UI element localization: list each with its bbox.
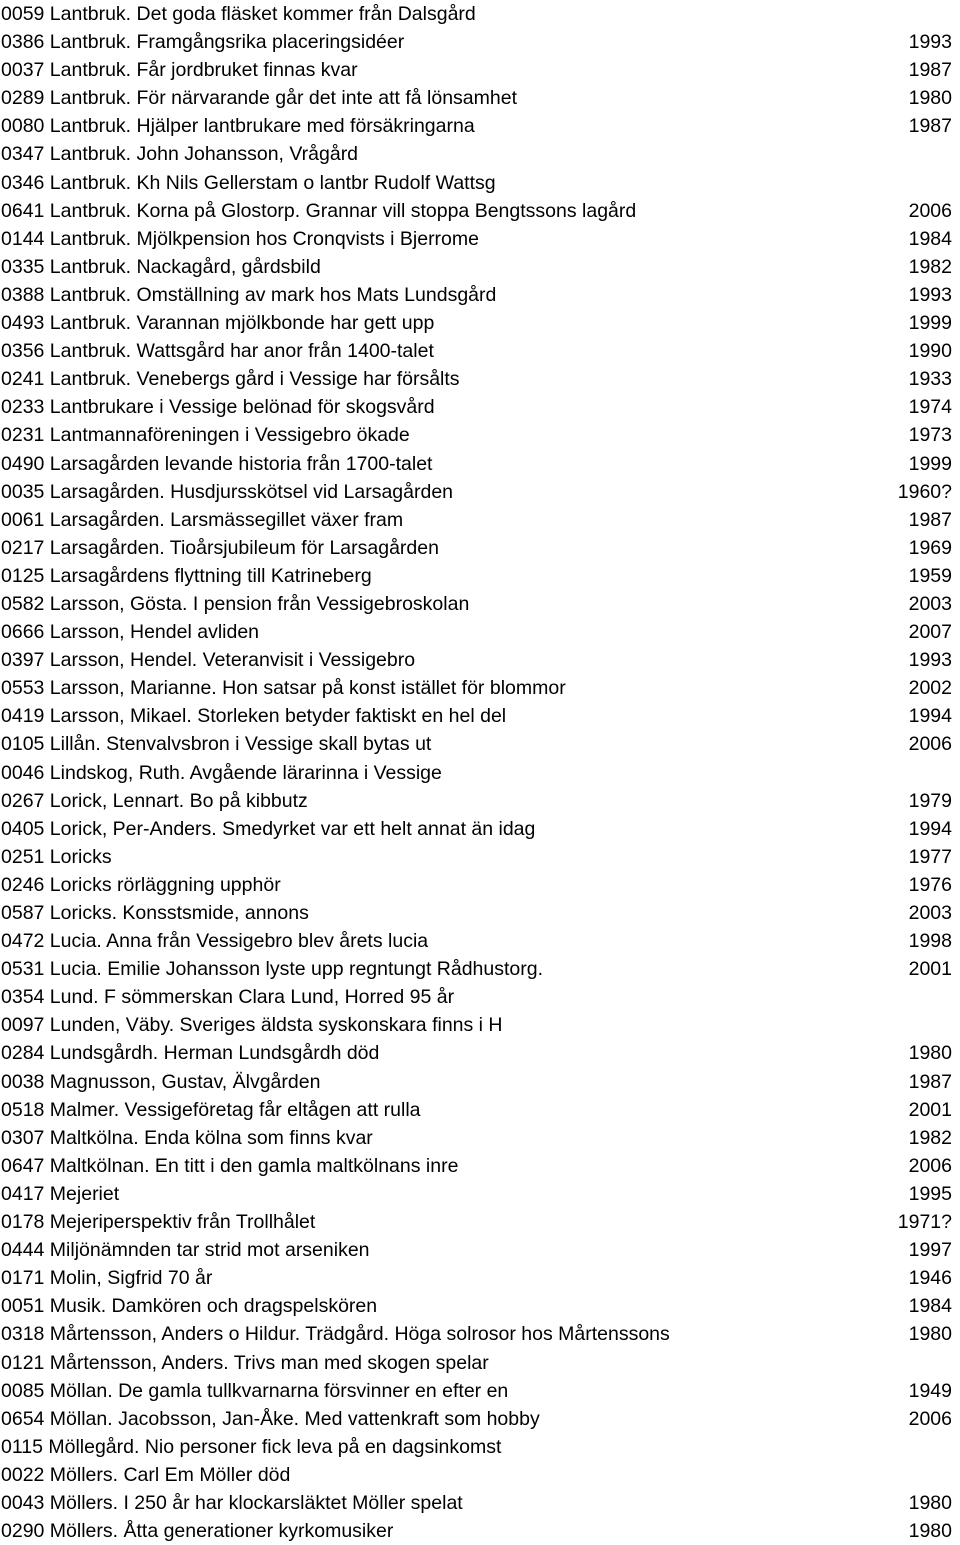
list-item: [0, 337, 960, 365]
entry-year: 2006: [908, 733, 952, 756]
list-item: [0, 1377, 960, 1405]
entry-title: 0346 Lantbruk. Kh Nils Gellerstam o lantbr Rudolf Wattsg: [1, 171, 496, 194]
entry-title: 0335 Lantbruk. Nackagård, gårdsbild: [1, 255, 321, 278]
list-item: [0, 871, 960, 899]
entry-title: 0038 Magnusson, Gustav, Älvgården: [1, 1070, 321, 1093]
list-item: [0, 590, 960, 618]
entry-title: 0347 Lantbruk. John Johansson, Vrågård: [1, 143, 359, 166]
list-item: [0, 84, 960, 112]
entry-year: 1973: [908, 424, 952, 447]
list-item: [0, 1236, 960, 1264]
entry-title: 0125 Larsagårdens flyttning till Katrineberg: [1, 564, 372, 587]
entry-title: 0171 Molin, Sigfrid 70 år: [1, 1267, 213, 1290]
entry-title: 0022 Möllers. Carl Em Möller död: [1, 1463, 291, 1486]
entry-title: 0251 Loricks: [1, 845, 112, 868]
entry-title: 0105 Lillån. Stenvalvsbron i Vessige skall bytas ut: [1, 733, 432, 756]
list-item: [0, 1208, 960, 1236]
list-item: [0, 1068, 960, 1096]
entry-title: 0582 Larsson, Gösta. I pension från Vessigebroskolan: [1, 592, 470, 615]
entry-year: 1993: [908, 283, 952, 306]
entry-year: 1933: [908, 368, 952, 391]
entry-year: 1980: [908, 1042, 952, 1065]
list-item: [0, 1039, 960, 1067]
entry-year: 2002: [908, 677, 952, 700]
entry-year: 1995: [908, 1182, 952, 1205]
list-item: [0, 983, 960, 1011]
entry-title: 0267 Lorick, Lennart. Bo på kibbutz: [1, 789, 308, 812]
list-item: [0, 927, 960, 955]
entry-year: 1993: [908, 649, 952, 672]
entry-title: 0035 Larsagården. Husdjursskötsel vid Larsagården: [1, 480, 454, 503]
list-item: [0, 843, 960, 871]
entry-year: 1987: [908, 59, 952, 82]
entry-title: 0241 Lantbruk. Venebergs gård i Vessige har försålts: [1, 368, 460, 391]
entry-year: 2006: [908, 199, 952, 222]
entry-title: 0097 Lunden, Väby. Sveriges äldsta syskonskara finns i H: [1, 1014, 503, 1037]
list-item: [0, 1180, 960, 1208]
entry-title: 0144 Lantbruk. Mjölkpension hos Cronqvists i Bjerrome: [1, 227, 479, 250]
entry-title: 0386 Lantbruk. Framgångsrika placeringsidéer: [1, 31, 405, 54]
list-item: [0, 1433, 960, 1461]
entry-title: 0231 Lantmannaföreningen i Vessigebro ökade: [1, 424, 410, 447]
list-item: [0, 393, 960, 421]
list-item: [0, 140, 960, 168]
entry-title: 0059 Lantbruk. Det goda fläsket kommer från Dalsgård: [1, 3, 476, 25]
entry-title: 0654 Möllan. Jacobsson, Jan-Åke. Med vattenkraft som hobby: [1, 1407, 540, 1430]
entry-title: 0472 Lucia. Anna från Vessigebro blev årets lucia: [1, 930, 429, 953]
list-item: [0, 730, 960, 758]
entry-year: 1971?: [897, 1211, 952, 1234]
entry-title: 0666 Larsson, Hendel avliden: [1, 621, 260, 644]
entry-year: 1998: [908, 930, 952, 953]
entry-year: 2006: [908, 1407, 952, 1430]
list-item: [0, 478, 960, 506]
list-item: [0, 618, 960, 646]
list-item: [0, 225, 960, 253]
list-item: [0, 253, 960, 281]
list-item: [0, 450, 960, 478]
entry-title: 0178 Mejeriperspektiv från Trollhålet: [1, 1211, 316, 1234]
entry-year: 1999: [908, 312, 952, 335]
entry-title: 0490 Larsagården levande historia från 1700-talet: [1, 452, 433, 475]
list-item: [0, 1292, 960, 1320]
entry-year: 1979: [908, 789, 952, 812]
entry-title: 0493 Lantbruk. Varannan mjölkbonde har gett upp: [1, 312, 435, 335]
list-item: [0, 787, 960, 815]
entry-year: 1987: [908, 115, 952, 138]
list-item: [0, 674, 960, 702]
list-item: [0, 56, 960, 84]
entry-year: 1993: [908, 31, 952, 54]
entry-year: 1980: [908, 1520, 952, 1543]
entry-title: 0417 Mejeriet: [1, 1182, 120, 1205]
list-item: [0, 702, 960, 730]
list-item: [0, 1349, 960, 1377]
entry-title: 0405 Lorick, Per-Anders. Smedyrket var ett helt annat än idag: [1, 817, 536, 840]
entry-year: 1959: [908, 564, 952, 587]
list-item: [0, 646, 960, 674]
entry-year: 1987: [908, 1070, 952, 1093]
list-item: [0, 1124, 960, 1152]
entry-year: 1997: [908, 1239, 952, 1262]
entry-year: 1987: [908, 508, 952, 531]
list-item: [0, 0, 960, 28]
list-item: [0, 1152, 960, 1180]
list-item: [0, 955, 960, 983]
list-item: [0, 1011, 960, 1039]
list-item: [0, 309, 960, 337]
entry-year: 2006: [908, 1154, 952, 1177]
list-item: [0, 421, 960, 449]
entry-year: 1980: [908, 1323, 952, 1346]
list-item: [0, 281, 960, 309]
list-item: [0, 506, 960, 534]
entry-year: 1980: [908, 1491, 952, 1514]
entry-year: 2007: [908, 621, 952, 644]
list-item: [0, 365, 960, 393]
entry-title: 0080 Lantbruk. Hjälper lantbrukare med försäkringarna: [1, 115, 475, 138]
list-item: [0, 1405, 960, 1433]
entry-year: 1960?: [897, 480, 952, 503]
entry-title: 0518 Malmer. Vessigeföretag får eltågen att rulla: [1, 1098, 421, 1121]
entry-year: 1984: [908, 227, 952, 250]
entry-title: 0290 Möllers. Åtta generationer kyrkomusiker: [1, 1520, 394, 1543]
entry-title: 0246 Loricks rörläggning upphör: [1, 873, 281, 896]
list-item: [0, 534, 960, 562]
entry-title: 0647 Maltkölnan. En titt i den gamla maltkölnans inre: [1, 1154, 459, 1177]
list-item: [0, 899, 960, 927]
entry-year: 2001: [908, 958, 952, 981]
list-item: [0, 169, 960, 197]
list-item: [0, 815, 960, 843]
entry-title: 0419 Larsson, Mikael. Storleken betyder faktiskt en hel del: [1, 705, 507, 728]
entry-title: 0587 Loricks. Konsstsmide, annons: [1, 902, 309, 924]
entry-year: 1982: [908, 1126, 952, 1149]
entry-title: 0553 Larsson, Marianne. Hon satsar på konst istället för blommor: [1, 677, 566, 700]
entry-title: 0061 Larsagården. Larsmässegillet växer fram: [1, 508, 404, 531]
entry-year: 1976: [908, 873, 952, 896]
entry-title: 0641 Lantbruk. Korna på Glostorp. Grannar vill stoppa Bengtssons lagård: [1, 199, 637, 222]
entry-title: 0354 Lund. F sömmerskan Clara Lund, Horred 95 år: [1, 986, 455, 1009]
list-item: [0, 197, 960, 225]
entry-title: 0233 Lantbrukare i Vessige belönad för skogsvård: [1, 396, 435, 419]
list-item: [0, 1489, 960, 1517]
entry-title: 0388 Lantbruk. Omställning av mark hos Mats Lundsgård: [1, 283, 497, 306]
entry-year: 1982: [908, 255, 952, 278]
entry-title: 0115 Möllegård. Nio personer fick leva på en dagsinkomst: [1, 1435, 502, 1458]
list-item: [0, 112, 960, 140]
list-item: [0, 28, 960, 56]
list-item: [0, 1517, 960, 1545]
entry-title: 0318 Mårtensson, Anders o Hildur. Trädgård. Höga solrosor hos Mårtenssons: [1, 1323, 670, 1346]
entry-year: 1994: [908, 817, 952, 840]
entry-year: 1980: [908, 87, 952, 110]
entry-year: 2003: [908, 592, 952, 615]
entry-year: 2001: [908, 1098, 952, 1121]
entry-year: 2003: [908, 902, 952, 924]
list-item: [0, 1096, 960, 1124]
entry-year: 1969: [908, 536, 952, 559]
entry-year: 1974: [908, 396, 952, 419]
entry-year: 1999: [908, 452, 952, 475]
entry-year: 1977: [908, 845, 952, 868]
entry-title: 0085 Möllan. De gamla tullkvarnarna försvinner en efter en: [1, 1379, 509, 1402]
entry-title: 0356 Lantbruk. Wattsgård har anor från 1400-talet: [1, 340, 434, 363]
list-item: [0, 759, 960, 787]
entry-year: 1990: [908, 340, 952, 363]
list-item: [0, 562, 960, 590]
entry-title: 0444 Miljönämnden tar strid mot arseniken: [1, 1239, 370, 1262]
entry-title: 0284 Lundsgårdh. Herman Lundsgårdh död: [1, 1042, 380, 1065]
entry-title: 0531 Lucia. Emilie Johansson lyste upp regntungt Rådhustorg.: [1, 958, 544, 981]
entry-title: 0307 Maltkölna. Enda kölna som finns kvar: [1, 1126, 373, 1149]
list-item: [0, 1461, 960, 1489]
entry-title: 0043 Möllers. I 250 år har klockarsläktet Möller spelat: [1, 1491, 463, 1514]
entry-title: 0289 Lantbruk. För närvarande går det inte att få lönsamhet: [1, 87, 517, 110]
entry-year: 1946: [908, 1267, 952, 1290]
list-item: [0, 1320, 960, 1348]
entry-year: 1949: [908, 1379, 952, 1402]
entry-title: 0051 Musik. Damkören och dragspelskören: [1, 1295, 378, 1318]
entry-year: 1994: [908, 705, 952, 728]
entry-title: 0397 Larsson, Hendel. Veteranvisit i Vessigebro: [1, 649, 416, 672]
entry-title: 0046 Lindskog, Ruth. Avgående lärarinna i Vessige: [1, 761, 442, 784]
entry-title: 0217 Larsagården. Tioårsjubileum för Larsagården: [1, 536, 439, 559]
list-item: [0, 1264, 960, 1292]
entry-year: 1984: [908, 1295, 952, 1318]
entry-title: 0037 Lantbruk. Får jordbruket finnas kvar: [1, 59, 358, 82]
entry-title: 0121 Mårtensson, Anders. Trivs man med skogen spelar: [1, 1351, 489, 1374]
